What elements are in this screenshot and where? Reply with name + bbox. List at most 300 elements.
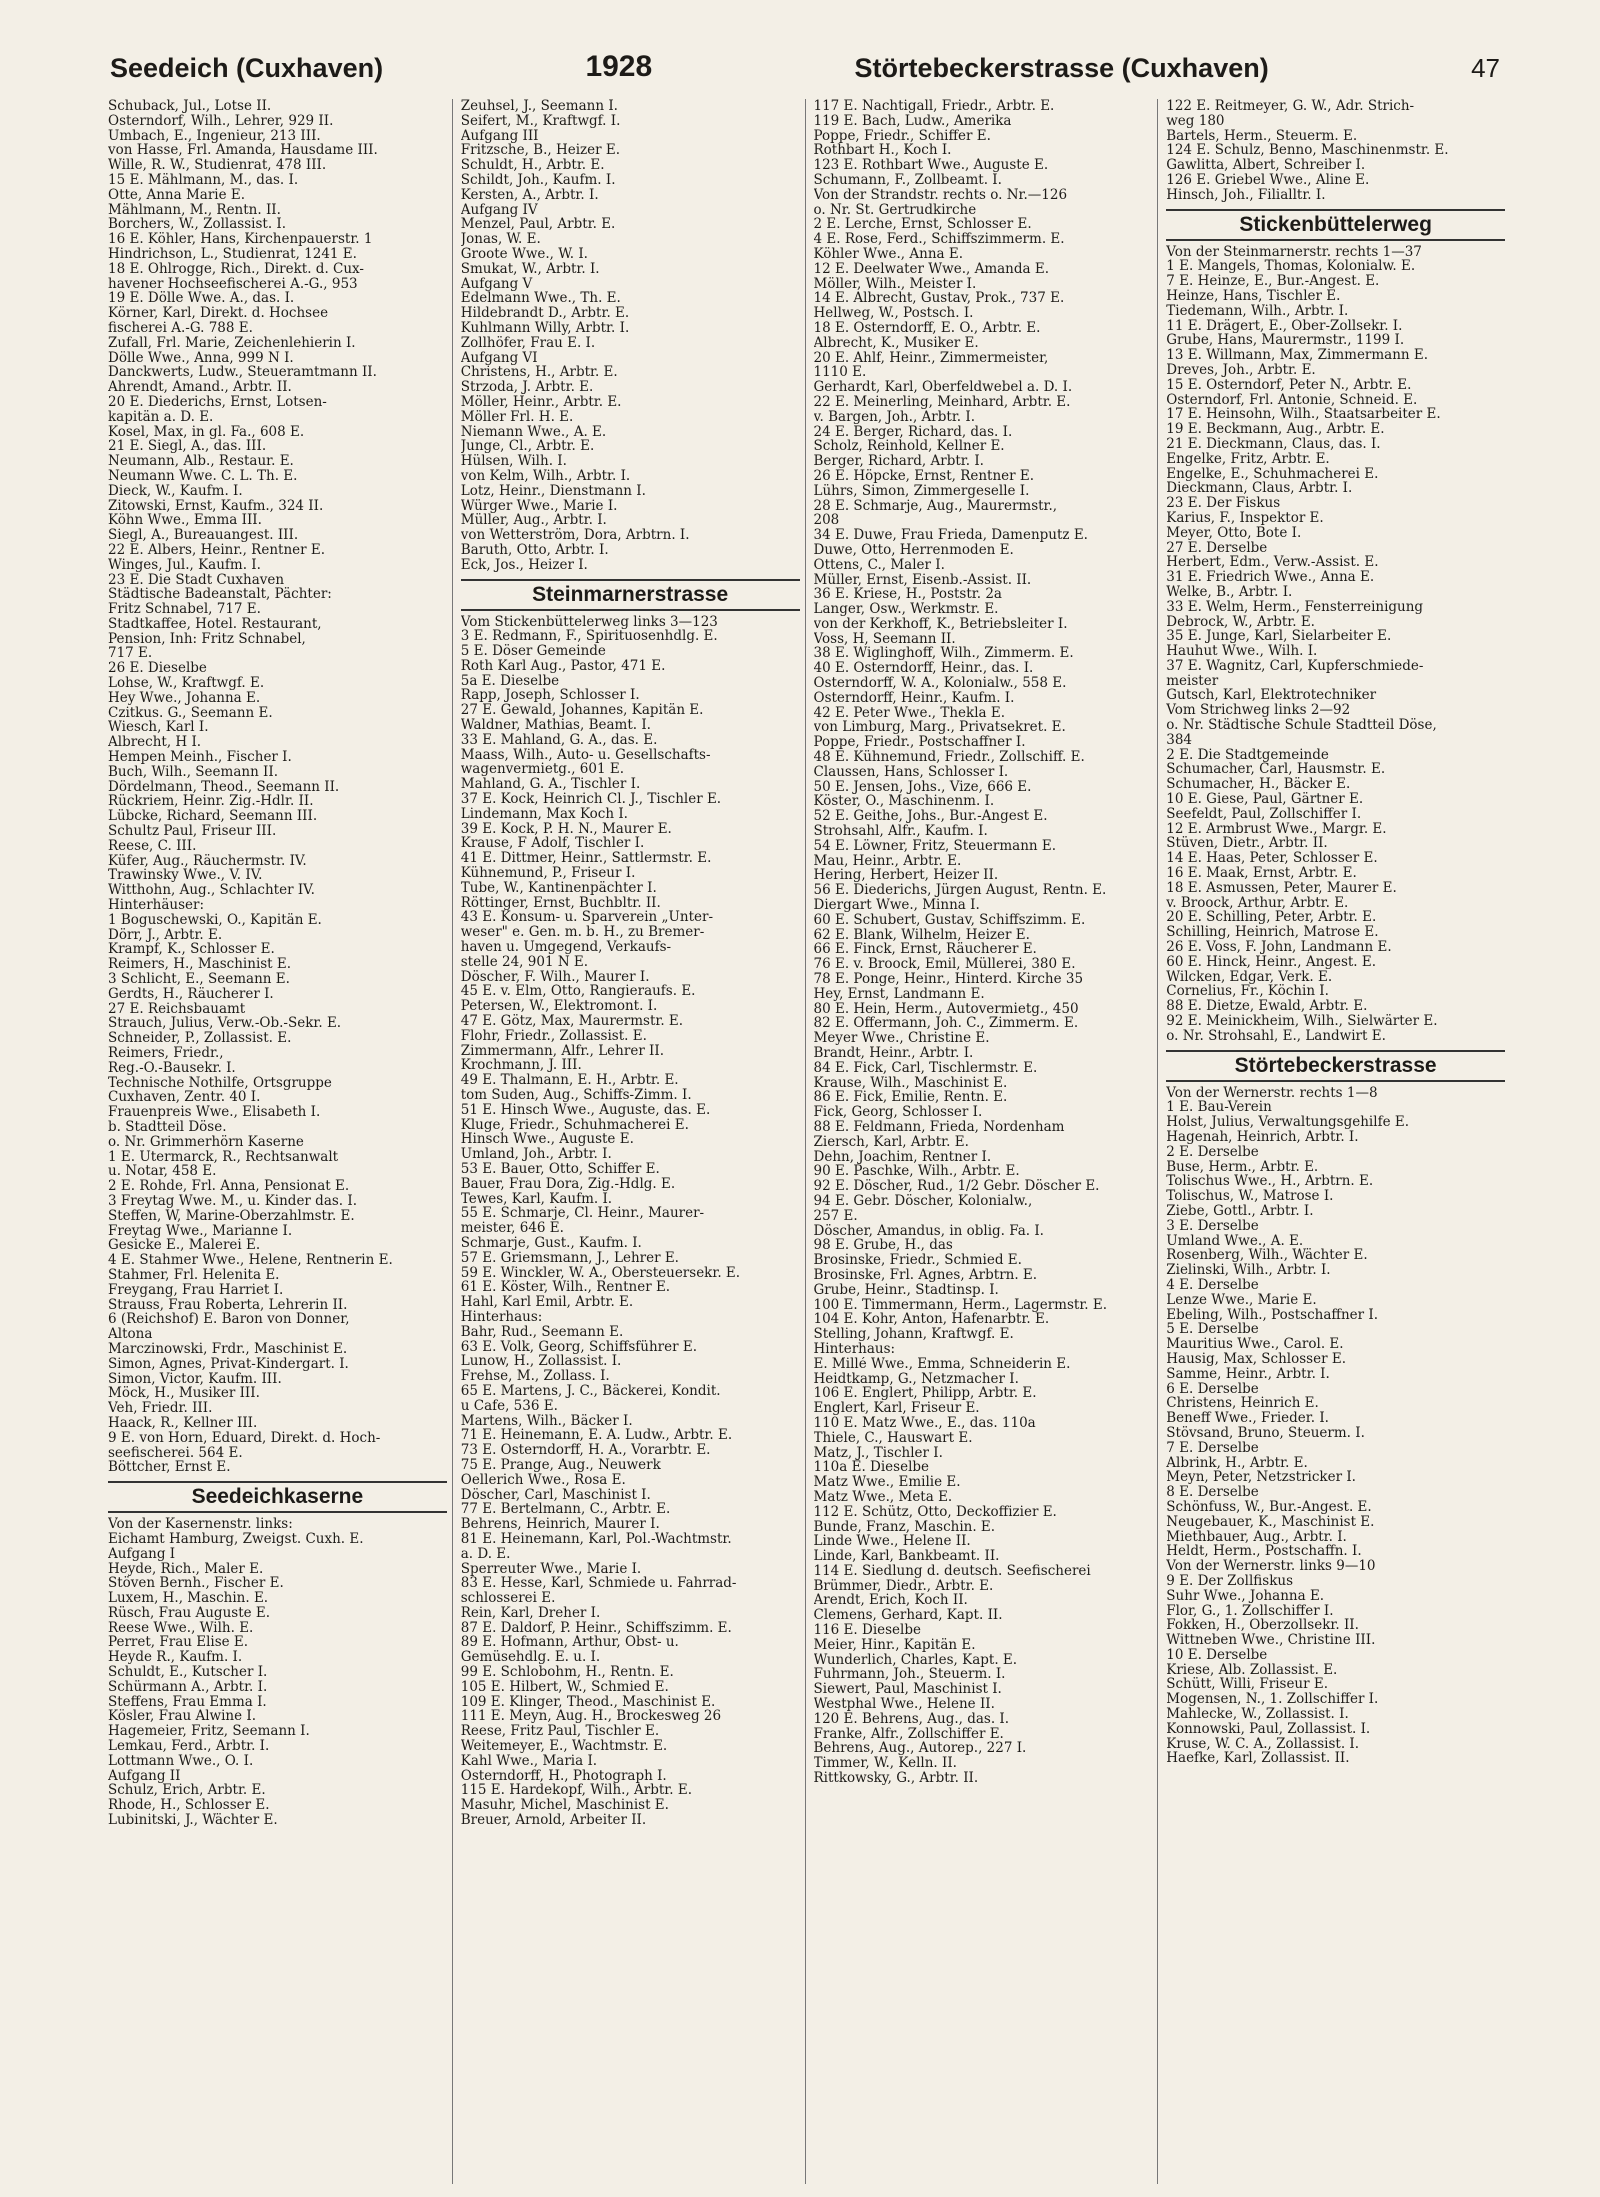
directory-entry: tom Suden, Aug., Schiffs-Zimm. I. xyxy=(460,1088,692,1103)
directory-entry: Köhler Wwe., Anna E. xyxy=(813,246,964,262)
directory-entry: Berger, Richard, Arbtr. I. xyxy=(813,454,984,469)
directory-entry: Hinterhaus: xyxy=(460,1309,543,1325)
directory-entry: Timmer, W., Kelln. II. xyxy=(813,1756,957,1772)
directory-entry: Rhode, H., Schlosser E. xyxy=(108,1798,270,1814)
directory-entry: Reese Wwe., Wilh. E. xyxy=(108,1620,254,1636)
directory-entry: Osterndorf, Wilh., Lehrer, 929 II. xyxy=(108,113,334,129)
directory-entry: Flor, G., 1. Zollschiffer I. xyxy=(1166,1603,1334,1619)
directory-entry: Weitemeyer, E., Wachtmstr. E. xyxy=(460,1739,668,1754)
directory-entry: v. Bargen, Joh., Arbtr. I. xyxy=(813,409,975,425)
directory-entry: Pension, Inh: Fritz Schnabel, xyxy=(108,631,306,647)
directory-entry: Siegl, A., Bureauangest. III. xyxy=(108,528,299,543)
directory-entry: Cornelius, Fr., Köchin I. xyxy=(1166,984,1329,1000)
directory-entry: Rittkowsky, G., Arbtr. II. xyxy=(813,1771,979,1786)
directory-entry: Hausig, Max, Schlosser E. xyxy=(1166,1351,1346,1367)
directory-entry: Fick, Georg, Schlosser I. xyxy=(813,1105,983,1120)
directory-entry: Behrens, Aug., Autorep., 227 I. xyxy=(813,1741,1027,1757)
directory-entry: Rapp, Joseph, Schlosser I. xyxy=(460,688,640,704)
directory-entry: 73 E. Osterndorff, H. A., Vorarbtr. E. xyxy=(460,1443,711,1458)
directory-entry: Edelmann Wwe., Th. E. xyxy=(460,291,621,307)
directory-entry: 19 E. Dölle Wwe. A., das. I. xyxy=(108,291,295,307)
directory-entry: Stelling, Johann, Kraftwgf. E. xyxy=(813,1327,1014,1342)
directory-entry: 105 E. Hilbert, W., Schmied E. xyxy=(460,1679,669,1695)
directory-entry: Trawinsky Wwe., V. IV. xyxy=(108,868,263,884)
directory-entry: Konnowski, Paul, Zollassist. I. xyxy=(1166,1721,1371,1737)
directory-entry: Winges, Jul., Kaufm. I. xyxy=(108,557,261,573)
directory-entry: 28 E. Schmarje, Aug., Maurermstr., xyxy=(813,498,1058,514)
directory-entry: 3 E. Derselbe xyxy=(1166,1218,1259,1234)
directory-entry: Krampf, K., Schlosser E. xyxy=(108,942,275,958)
directory-entry: Dieckmann, Claus, Arbtr. I. xyxy=(1166,481,1353,497)
directory-entry: Cuxhaven, Zentr. 40 I. xyxy=(108,1090,261,1106)
directory-entry: Von der Wernerstr. rechts 1—8 xyxy=(1166,1085,1378,1101)
directory-entry: 2 E. Lerche, Ernst, Schlosser E. xyxy=(813,217,1032,233)
directory-entry: 5a E. Dieselbe xyxy=(460,673,560,689)
directory-entry: 5 E. Derselbe xyxy=(1166,1322,1259,1338)
directory-entry: Schumacher, H., Bäcker E. xyxy=(1166,777,1351,793)
directory-entry: 114 E. Siedlung d. deutsch. Seefischerei xyxy=(813,1563,1091,1579)
directory-entry: 60 E. Schubert, Gustav, Schiffszimm. E. xyxy=(813,912,1086,928)
directory-entry: Welke, B., Arbtr. I. xyxy=(1166,584,1293,600)
directory-entry: Frehse, M., Zollass. I. xyxy=(460,1369,610,1384)
directory-entry: Strzoda, J. Arbtr. E. xyxy=(460,380,594,395)
directory-entry: Simon, Agnes, Privat-Kindergart. I. xyxy=(108,1356,349,1372)
directory-entry: 75 E. Prange, Aug., Neuwerk xyxy=(460,1457,661,1473)
directory-entry: Brosinske, Frl. Agnes, Arbtrn. E. xyxy=(813,1267,1038,1283)
directory-entry: Tiedemann, Wilh., Arbtr. I. xyxy=(1166,303,1349,319)
directory-entry: Schildt, Joh., Kaufm. I. xyxy=(460,172,616,188)
directory-entry: 81 E. Heinemann, Karl, Pol.-Wachtmstr. xyxy=(460,1531,732,1547)
directory-entry: 9 E. von Horn, Eduard, Direkt. d. Hoch- xyxy=(108,1430,381,1446)
directory-entry: Müller, Aug., Arbtr. I. xyxy=(460,513,607,529)
directory-entry: 10 E. Giese, Paul, Gärtner E. xyxy=(1166,792,1364,807)
directory-entry: 26 E. Voss, F. John, Landmann E. xyxy=(1166,940,1392,955)
directory-entry: 22 E. Meinerling, Meinhard, Arbtr. E. xyxy=(813,394,1071,410)
directory-entry: Mauritius Wwe., Carol. E. xyxy=(1166,1337,1344,1352)
directory-entry: Behrens, Heinrich, Maurer I. xyxy=(460,1517,660,1532)
directory-entry: meister xyxy=(1166,673,1219,689)
directory-entry: Schönfuss, W., Bur.-Angest. E. xyxy=(1166,1499,1372,1515)
directory-entry: Böttcher, Ernst E. xyxy=(108,1460,231,1476)
directory-entry: Roth Karl Aug., Pastor, 471 E. xyxy=(460,658,666,674)
directory-entry: von Kelm, Wilh., Arbtr. I. xyxy=(460,468,631,484)
directory-entry: Ahrendt, Amand., Arbtr. II. xyxy=(108,380,292,395)
directory-entry: Kriese, Alb. Zollassist. E. xyxy=(1166,1662,1338,1678)
directory-entry: 27 E. Derselbe xyxy=(1166,540,1268,556)
page-header xyxy=(110,38,1500,84)
directory-entry: 16 E. Maak, Ernst, Arbtr. E. xyxy=(1166,866,1357,881)
directory-entry: Seifert, M., Kraftwgf. I. xyxy=(460,113,621,129)
directory-entry: 111 E. Meyn, Aug. H., Brockesweg 26 xyxy=(460,1709,722,1725)
directory-entry: Rein, Karl, Dreher I. xyxy=(460,1605,601,1621)
directory-entry: Kühnemund, P., Friseur I. xyxy=(460,866,636,881)
directory-entry: Mählmann, M., Rentn. II. xyxy=(108,202,281,218)
directory-entry: 23 E. Die Stadt Cuxhaven xyxy=(108,572,285,588)
directory-entry: v. Broock, Arthur, Arbtr. E. xyxy=(1166,895,1349,911)
directory-entry: Lemkau, Ferd., Arbtr. I. xyxy=(108,1739,270,1754)
directory-entry: 123 E. Rothbart Wwe., Auguste E. xyxy=(813,158,1049,173)
directory-entry: Lindemann, Max Koch I. xyxy=(460,806,628,822)
directory-entry: Heyde R., Kaufm. I. xyxy=(108,1650,243,1666)
directory-entry: 2 E. Rohde, Frl. Anna, Pensionat E. xyxy=(108,1179,350,1194)
directory-entry: Dehn, Joachim, Rentner I. xyxy=(813,1149,992,1165)
directory-entry: 208 xyxy=(813,513,840,529)
directory-entry: Möller, Wilh., Meister I. xyxy=(813,276,977,292)
directory-entry: 20 E. Diederichs, Ernst, Lotsen- xyxy=(108,394,327,410)
directory-entry: Hagemeier, Fritz, Seemann I. xyxy=(108,1724,310,1740)
directory-entry: Reimers, H., Maschinist E. xyxy=(108,957,292,973)
directory-entry: Hinsch, Joh., Filialltr. I. xyxy=(1166,187,1326,203)
directory-entry: Vom Stickenbüttelerweg links 3—123 xyxy=(460,614,718,630)
directory-entry: 3 Freytag Wwe. M., u. Kinder das. I. xyxy=(108,1193,357,1209)
directory-entry: 42 E. Peter Wwe., Thekla E. xyxy=(813,705,1005,721)
directory-entry: o. Nr. St. Gertrudkirche xyxy=(813,202,977,218)
directory-entry: Breuer, Arnold, Arbeiter II. xyxy=(460,1813,647,1828)
directory-entry: 61 E. Köster, Wilh., Rentner E. xyxy=(460,1280,671,1296)
directory-entry: Albrecht, H I. xyxy=(108,735,202,751)
header-year: 1928 xyxy=(585,50,653,83)
directory-entry: 122 E. Reitmeyer, G. W., Adr. Strich- xyxy=(1166,99,1415,114)
directory-entry: 90 E. Paschke, Wilh., Arbtr. E. xyxy=(813,1164,1020,1180)
directory-entry: 100 E. Timmermann, Herm., Lagermstr. E. xyxy=(813,1297,1108,1313)
directory-entry: Englert, Karl, Friseur E. xyxy=(813,1401,980,1416)
directory-entry: 45 E. v. Elm, Otto, Rangieraufs. E. xyxy=(460,984,696,1000)
directory-column xyxy=(108,99,453,2184)
directory-entry: Zufall, Frl. Marie, Zeichenlehierin I. xyxy=(108,335,356,351)
directory-entry: 110 E. Matz Wwe., E., das. 110a xyxy=(813,1415,1036,1431)
directory-entry: 2 E. Derselbe xyxy=(1166,1144,1259,1160)
directory-entry: Müller, Ernst, Eisenb.-Assist. II. xyxy=(813,572,1032,588)
directory-entry: Lotz, Heinr., Dienstmann I. xyxy=(460,483,646,499)
directory-entry: Gerhardt, Karl, Oberfeldwebel a. D. I. xyxy=(813,380,1073,395)
directory-entry: 37 E. Wagnitz, Carl, Kupferschmiede- xyxy=(1166,658,1424,674)
directory-entry: 116 E. Dieselbe xyxy=(813,1623,921,1638)
directory-entry: Martens, Wilh., Bäcker I. xyxy=(460,1413,633,1429)
directory-entry: Albrink, H., Arbtr. E. xyxy=(1166,1455,1308,1471)
directory-entry: Reese, C. III. xyxy=(108,838,197,854)
directory-entry: Matz Wwe., Meta E. xyxy=(813,1489,953,1505)
directory-entry: Franke, Alfr., Zollschiffer E. xyxy=(813,1726,1004,1742)
directory-entry: Miethbauer, Aug., Arbtr. I. xyxy=(1166,1529,1347,1545)
directory-entry: Scholz, Reinhold, Kellner E. xyxy=(813,439,1005,455)
directory-entry: Schulz, Erich, Arbtr. E. xyxy=(108,1783,266,1799)
directory-entry: 52 E. Geithe, Johs., Bur.-Angest E. xyxy=(813,809,1048,825)
directory-entry: 106 E. Englert, Philipp, Arbtr. E. xyxy=(813,1386,1037,1402)
directory-entry: Döscher, F. Wilh., Maurer I. xyxy=(460,969,650,985)
directory-entry: 124 E. Schulz, Benno, Maschinenmstr. E. xyxy=(1166,143,1449,159)
directory-entry: Gawlitta, Albert, Schreiber I. xyxy=(1166,158,1366,173)
directory-entry: Aufgang I xyxy=(108,1546,176,1562)
directory-entry: Samme, Heinr., Arbtr. I. xyxy=(1166,1366,1330,1382)
directory-entry: 115 E. Hardekopf, Wilh., Arbtr. E. xyxy=(460,1783,693,1799)
directory-entry: Masuhr, Michel, Maschinist E. xyxy=(460,1798,669,1814)
directory-entry: Maass, Wilh., Auto- u. Gesellschafts- xyxy=(460,747,711,763)
directory-entry: Langer, Osw., Werkmstr. E. xyxy=(813,602,999,617)
directory-entry: 76 E. v. Broock, Emil, Müllerei, 380 E. xyxy=(813,957,1076,973)
directory-entry: Hey Wwe., Johanna E. xyxy=(108,690,261,706)
directory-entry: 54 E. Löwner, Fritz, Steuermann E. xyxy=(813,838,1057,854)
directory-entry: Albrecht, K., Musiker E. xyxy=(813,335,979,351)
directory-entry: 22 E. Albers, Heinr., Rentner E. xyxy=(108,542,326,558)
directory-entry: 1110 E. xyxy=(813,365,867,381)
directory-entry: Kruse, W. C. A., Zollassist. I. xyxy=(1166,1736,1360,1752)
directory-entry: Junge, Cl., Arbtr. E. xyxy=(460,439,595,455)
directory-entry: Baruth, Otto, Arbtr. I. xyxy=(460,542,609,558)
directory-entry: Lenze Wwe., Marie E. xyxy=(1166,1292,1317,1308)
directory-entry: 36 E. Kriese, H., Poststr. 2a xyxy=(813,587,1002,603)
directory-entry: Steffens, Frau Emma I. xyxy=(108,1694,267,1710)
directory-entry: Voss, H, Seemann II. xyxy=(813,631,956,647)
directory-entry: Suhr Wwe., Johanna E. xyxy=(1166,1588,1325,1604)
directory-entry: Rothbart H., Koch I. xyxy=(813,143,952,159)
directory-entry: Aufgang IV xyxy=(460,202,538,218)
directory-entry: 21 E. Siegl, A., das. III. xyxy=(108,439,267,455)
directory-entry: o. Nr. Strohsahl, E., Landwirt E. xyxy=(1166,1028,1386,1044)
directory-entry: Poppe, Friedr., Postschaffner I. xyxy=(813,735,1026,751)
directory-entry: Matz, J., Tischler I. xyxy=(813,1445,943,1461)
directory-entry: 37 E. Kock, Heinrich Cl. J., Tischler E. xyxy=(460,792,722,807)
directory-entry: 82 E. Offermann, Joh. C., Zimmerm. E. xyxy=(813,1016,1079,1032)
directory-entry: Meyer Wwe., Christine E. xyxy=(813,1031,990,1046)
directory-entry: Tube, W., Kantinenpächter I. xyxy=(460,880,657,896)
directory-entry: 59 E. Winckler, W. A., Obersteuersekr. E. xyxy=(460,1265,741,1281)
directory-entry: Tolischus Wwe., H., Arbtrn. E. xyxy=(1166,1174,1374,1190)
directory-entry: Sperreuter Wwe., Marie I. xyxy=(460,1561,642,1577)
directory-entry: Waldner, Mathias, Beamt. I. xyxy=(460,718,651,733)
directory-entry: 63 E. Volk, Georg, Schiffsführer E. xyxy=(460,1339,698,1355)
directory-entry: Schultz Paul, Friseur III. xyxy=(108,824,277,839)
directory-entry: 62 E. Blank, Wilhelm, Heizer E. xyxy=(813,927,1030,943)
directory-entry: 51 E. Hinsch Wwe., Auguste, das. E. xyxy=(460,1102,711,1118)
directory-entry: Dördelmann, Theod., Seemann II. xyxy=(108,779,340,795)
directory-entry: Ziebe, Gottl., Arbtr. I. xyxy=(1166,1203,1314,1219)
directory-entry: Dörr, J., Arbtr. E. xyxy=(108,927,223,943)
directory-entry: Wiesch, Karl I. xyxy=(108,720,209,736)
directory-entry: Freygang, Frau Harriet I. xyxy=(108,1282,284,1298)
directory-entry: Schütt, Willi, Friseur E. xyxy=(1166,1677,1329,1693)
directory-entry: Debrock, W., Arbtr. E. xyxy=(1166,614,1315,630)
directory-entry: Lottmann Wwe., O. I. xyxy=(108,1753,254,1769)
directory-entry: Schmarje, Gust., Kaufm. I. xyxy=(460,1235,642,1251)
directory-entry: Hahl, Karl Emil, Arbtr. E. xyxy=(460,1295,634,1310)
directory-entry: Strauch, Julius, Verw.-Ob.-Sekr. E. xyxy=(108,1016,342,1032)
directory-entry: 24 E. Berger, Richard, das. I. xyxy=(813,424,1013,440)
directory-entry: Holst, Julius, Verwaltungsgehilfe E. xyxy=(1166,1115,1409,1130)
directory-entry: Dölle Wwe., Anna, 999 N I. xyxy=(108,350,294,366)
directory-entry: Möller Frl. H. E. xyxy=(460,409,574,425)
directory-entry: Rüsch, Frau Auguste E. xyxy=(108,1605,271,1621)
directory-entry: 112 E. Schütz, Otto, Deckoffizier E. xyxy=(813,1504,1057,1520)
directory-entry: Möller, Heinr., Arbtr. E. xyxy=(460,394,622,410)
directory-entry: Altona xyxy=(108,1327,153,1342)
directory-entry: Kuhlmann Willy, Arbtr. I. xyxy=(460,320,630,336)
directory-entry: 55 E. Schmarje, Cl. Heinr., Maurer- xyxy=(460,1206,705,1222)
directory-entry: 109 E. Klinger, Theod., Maschinist E. xyxy=(460,1694,716,1710)
directory-entry: Hellweg, W., Postsch. I. xyxy=(813,306,974,321)
directory-entry: Engelke, Fritz, Arbtr. E. xyxy=(1166,451,1330,467)
directory-entry: 66 E. Finck, Ernst, Räucherer E. xyxy=(813,942,1037,958)
directory-entry: Czitkus. G., Seemann E. xyxy=(108,705,273,721)
directory-entry: 49 E. Thalmann, E. H., Arbtr. E. xyxy=(460,1073,679,1088)
directory-entry: Bahr, Rud., Seemann E. xyxy=(460,1324,624,1340)
directory-entry: Wilcken, Edgar, Verk. E. xyxy=(1166,969,1333,985)
directory-entry: Linde Wwe., Helene II. xyxy=(813,1534,971,1550)
directory-entry: Jonas, W. E. xyxy=(460,232,541,247)
directory-entry: schlosserei E. xyxy=(460,1591,556,1606)
directory-entry: Dieck, W., Kaufm. I. xyxy=(108,483,243,499)
directory-entry: Fuhrmann, Joh., Steuerm. I. xyxy=(813,1667,1006,1683)
directory-entry: Von der Strandstr. rechts o. Nr.—126 xyxy=(813,187,1068,203)
directory-entry: Gutsch, Karl, Elektrotechniker xyxy=(1166,688,1377,704)
directory-entry: Kosel, Max, in gl. Fa., 608 E. xyxy=(108,424,305,440)
directory-entry: Möck, H., Musiker III. xyxy=(108,1386,260,1402)
header-left-street: Seedeich (Cuxhaven) xyxy=(110,53,384,83)
directory-entry: 8 E. Derselbe xyxy=(1166,1485,1259,1500)
directory-entry: Poppe, Friedr., Schiffer E. xyxy=(813,128,991,144)
directory-entry: Hauhut Wwe., Wilh. I. xyxy=(1166,644,1318,659)
directory-entry: Frauenpreis Wwe., Elisabeth I. xyxy=(108,1105,321,1120)
directory-entry: u. Notar, 458 E. xyxy=(108,1164,217,1180)
directory-entry: 94 E. Gebr. Döscher, Kolonialw., xyxy=(813,1193,1033,1209)
directory-entry: 4 E. Rose, Ferd., Schiffszimmerm. E. xyxy=(813,232,1065,247)
directory-entry: 47 E. Götz, Max, Maurermstr. E. xyxy=(460,1014,684,1029)
directory-entry: stelle 24, 901 N E. xyxy=(460,954,589,970)
directory-entry: Meyer, Otto, Bote I. xyxy=(1166,525,1302,541)
directory-entry: Karius, F., Inspektor E. xyxy=(1166,510,1324,526)
directory-entry: Krause, Wilh., Maschinist E. xyxy=(813,1075,1008,1091)
directory-entry: Stüven, Dietr., Arbtr. II. xyxy=(1166,836,1328,852)
directory-entry: 12 E. Armbrust Wwe., Margr. E. xyxy=(1166,821,1387,837)
directory-entry: Von der Kasernenstr. links: xyxy=(108,1517,293,1532)
page-number: 47 xyxy=(1471,53,1500,83)
directory-entry: Tewes, Karl, Kaufm. I. xyxy=(460,1191,613,1207)
directory-entry: Hinsch Wwe., Auguste E. xyxy=(460,1132,634,1148)
directory-entry: Lührs, Simon, Zimmergeselle I. xyxy=(813,483,1030,499)
directory-entry: weg 180 xyxy=(1166,113,1225,129)
street-section-heading: Seedeichkaserne xyxy=(108,1481,447,1513)
directory-entry: Strohsahl, Alfr., Kaufm. I. xyxy=(813,824,988,839)
directory-entry: Umland, Joh., Arbtr. I. xyxy=(460,1147,612,1162)
directory-entry: Zollhöfer, Frau E. I. xyxy=(460,335,596,351)
directory-entry: 12 E. Deelwater Wwe., Amanda E. xyxy=(813,261,1050,277)
directory-entry: Ebeling, Wilh., Postschaffner I. xyxy=(1166,1307,1379,1323)
directory-entry: 23 E. Der Fiskus xyxy=(1166,496,1281,511)
directory-entry: 65 E. Martens, J. C., Bäckerei, Kondit. xyxy=(460,1383,721,1399)
directory-entry: 20 E. Schilling, Peter, Arbtr. E. xyxy=(1166,910,1377,926)
directory-entry: 1 E. Bau-Verein xyxy=(1166,1100,1272,1116)
directory-entry: 83 E. Hesse, Karl, Schmiede u. Fahrrad- xyxy=(460,1576,737,1592)
directory-entry: Aufgang V xyxy=(460,276,533,292)
directory-entry: Diergart Wwe., Minna I. xyxy=(813,898,980,913)
directory-entry: Perret, Frau Elise E. xyxy=(108,1635,249,1651)
directory-entry: Brosinske, Friedr., Schmied E. xyxy=(813,1253,1022,1268)
directory-entry: Groote Wwe., W. I. xyxy=(460,246,588,262)
directory-entry: Osterndorf, Frl. Antonie, Schneid. E. xyxy=(1166,392,1418,408)
directory-entry: 6 E. Derselbe xyxy=(1166,1381,1259,1397)
directory-entry: Matz Wwe., Emilie E. xyxy=(813,1475,961,1490)
directory-entry: 88 E. Feldmann, Frieda, Nordenham xyxy=(813,1119,1065,1135)
directory-entry: Neumann, Alb., Restaur. E. xyxy=(108,454,294,469)
directory-entry: 41 E. Dittmer, Heinr., Sattlermstr. E. xyxy=(460,851,712,867)
directory-entry: Clemens, Gerhard, Kapt. II. xyxy=(813,1608,1003,1624)
directory-entry: b. Stadtteil Döse. xyxy=(108,1119,227,1135)
directory-entry: 34 E. Duwe, Frau Frieda, Damenputz E. xyxy=(813,528,1088,543)
directory-entry: 19 E. Beckmann, Aug., Arbtr. E. xyxy=(1166,422,1385,437)
directory-entry: kapitän a. D. E. xyxy=(108,409,214,425)
directory-entry: 7 E. Derselbe xyxy=(1166,1440,1259,1456)
directory-entry: Linde, Karl, Bankbeamt. II. xyxy=(813,1549,1000,1564)
directory-entry: 92 E. Meinickheim, Wilh., Sielwärter E. xyxy=(1166,1014,1438,1029)
directory-entry: Schumacher, Carl, Hausmstr. E. xyxy=(1166,762,1386,778)
directory-entry: Hempen Meinh., Fischer I. xyxy=(108,750,292,765)
directory-entry: 104 E. Kohr, Anton, Hafenarbtr. E. xyxy=(813,1312,1050,1328)
directory-entry: Zeuhsel, J., Seemann I. xyxy=(460,99,618,114)
directory-entry: Osterndorff, W. A., Kolonialw., 558 E. xyxy=(813,676,1067,691)
directory-entry: Hinterhäuser: xyxy=(108,898,205,913)
directory-entry: 18 E. Osterndorff, E. O., Arbtr. E. xyxy=(813,320,1041,336)
directory-entry: 15 E. Osterndorf, Peter N., Arbtr. E. xyxy=(1166,377,1412,393)
directory-entry: Luxem, H., Maschin. E. xyxy=(108,1591,269,1606)
directory-entry: von Hasse, Frl. Amanda, Hausdame III. xyxy=(108,143,378,159)
directory-entry: 43 E. Konsum- u. Sparverein „Unter- xyxy=(460,910,714,926)
directory-column xyxy=(1166,99,1510,2184)
directory-entry: Schuldt, E., Kutscher I. xyxy=(108,1665,268,1680)
directory-entry: Umbach, E., Ingenieur, 213 III. xyxy=(108,128,321,144)
directory-entry: Krause, F Adolf, Tischler I. xyxy=(460,836,645,852)
directory-entry: Flohr, Friedr., Zollassist. E. xyxy=(460,1028,647,1044)
directory-entry: 9 E. Der Zollfiskus xyxy=(1166,1573,1294,1589)
directory-entry: Zielinski, Wilh., Arbtr. I. xyxy=(1166,1263,1331,1278)
directory-entry: 56 E. Diederichs, Jürgen August, Rentn. E. xyxy=(813,883,1107,899)
directory-entry: 717 E. xyxy=(108,646,153,662)
directory-entry: Niemann Wwe., A. E. xyxy=(460,424,607,440)
directory-entry: Kersten, A., Arbtr. I. xyxy=(460,187,599,203)
directory-entry: 5 E. Döser Gemeinde xyxy=(460,644,606,659)
directory-entry: Freytag Wwe., Marianne I. xyxy=(108,1223,293,1239)
directory-entry: wagenvermietg., 601 E. xyxy=(460,762,625,778)
directory-entry: Thiele, C., Hauswart E. xyxy=(813,1430,973,1446)
directory-entry: Schürmann A., Arbtr. I. xyxy=(108,1679,268,1695)
directory-entry: 71 E. Heinemann, E. A. Ludw., Arbtr. E. xyxy=(460,1428,733,1444)
directory-entry: 31 E. Friedrich Wwe., Anna E. xyxy=(1166,570,1375,585)
directory-entry: Neugebauer, K., Maschinist E. xyxy=(1166,1514,1375,1530)
directory-entry: 20 E. Ahlf, Heinr., Zimmermeister, xyxy=(813,350,1049,366)
directory-entry: 60 E. Hinck, Heinr., Angest. E. xyxy=(1166,954,1377,970)
street-section-heading: Stickenbüttelerweg xyxy=(1166,209,1505,241)
directory-entry: Lohse, W., Kraftwgf. E. xyxy=(108,676,265,691)
directory-entry: Zitowski, Ernst, Kaufm., 324 II. xyxy=(108,498,324,514)
directory-entry: Mau, Heinr., Arbtr. E. xyxy=(813,853,962,869)
directory-entry: Wunderlich, Charles, Kapt. E. xyxy=(813,1652,1018,1668)
directory-entry: 126 E. Griebel Wwe., Aline E. xyxy=(1166,172,1370,188)
directory-entry: Städtische Badeanstalt, Pächter: xyxy=(108,587,332,603)
directory-entry: Kösler, Frau Alwine I. xyxy=(108,1709,257,1725)
directory-entry: Aufgang VI xyxy=(460,350,538,366)
directory-entry: Christens, H., Arbtr. E. xyxy=(460,365,618,381)
directory-entry: 14 E. Albrecht, Gustav, Prok., 737 E. xyxy=(813,291,1065,307)
directory-entry: Seefeldt, Paul, Zollschiffer I. xyxy=(1166,806,1362,822)
directory-entry: Gerdts, H., Räucherer I. xyxy=(108,986,274,1002)
directory-entry: Duwe, Otto, Herrenmoden E. xyxy=(813,542,1014,558)
directory-entry: Oellerich Wwe., Rosa E. xyxy=(460,1472,626,1488)
directory-entry: Schneider, P., Zollassist. E. xyxy=(108,1031,292,1046)
directory-entry: Reimers, Friedr., xyxy=(108,1046,224,1061)
directory-entry: Zimmermann, Alfr., Lehrer II. xyxy=(460,1043,665,1059)
directory-entry: Wittneben Wwe., Christine III. xyxy=(1166,1633,1376,1648)
directory-entry: Heidtkamp, G., Netzmacher I. xyxy=(813,1371,1019,1387)
directory-entry: 86 E. Fick, Emilie, Rentn. E. xyxy=(813,1090,1008,1106)
directory-entry: 21 E. Dieckmann, Claus, das. I. xyxy=(1166,436,1381,452)
